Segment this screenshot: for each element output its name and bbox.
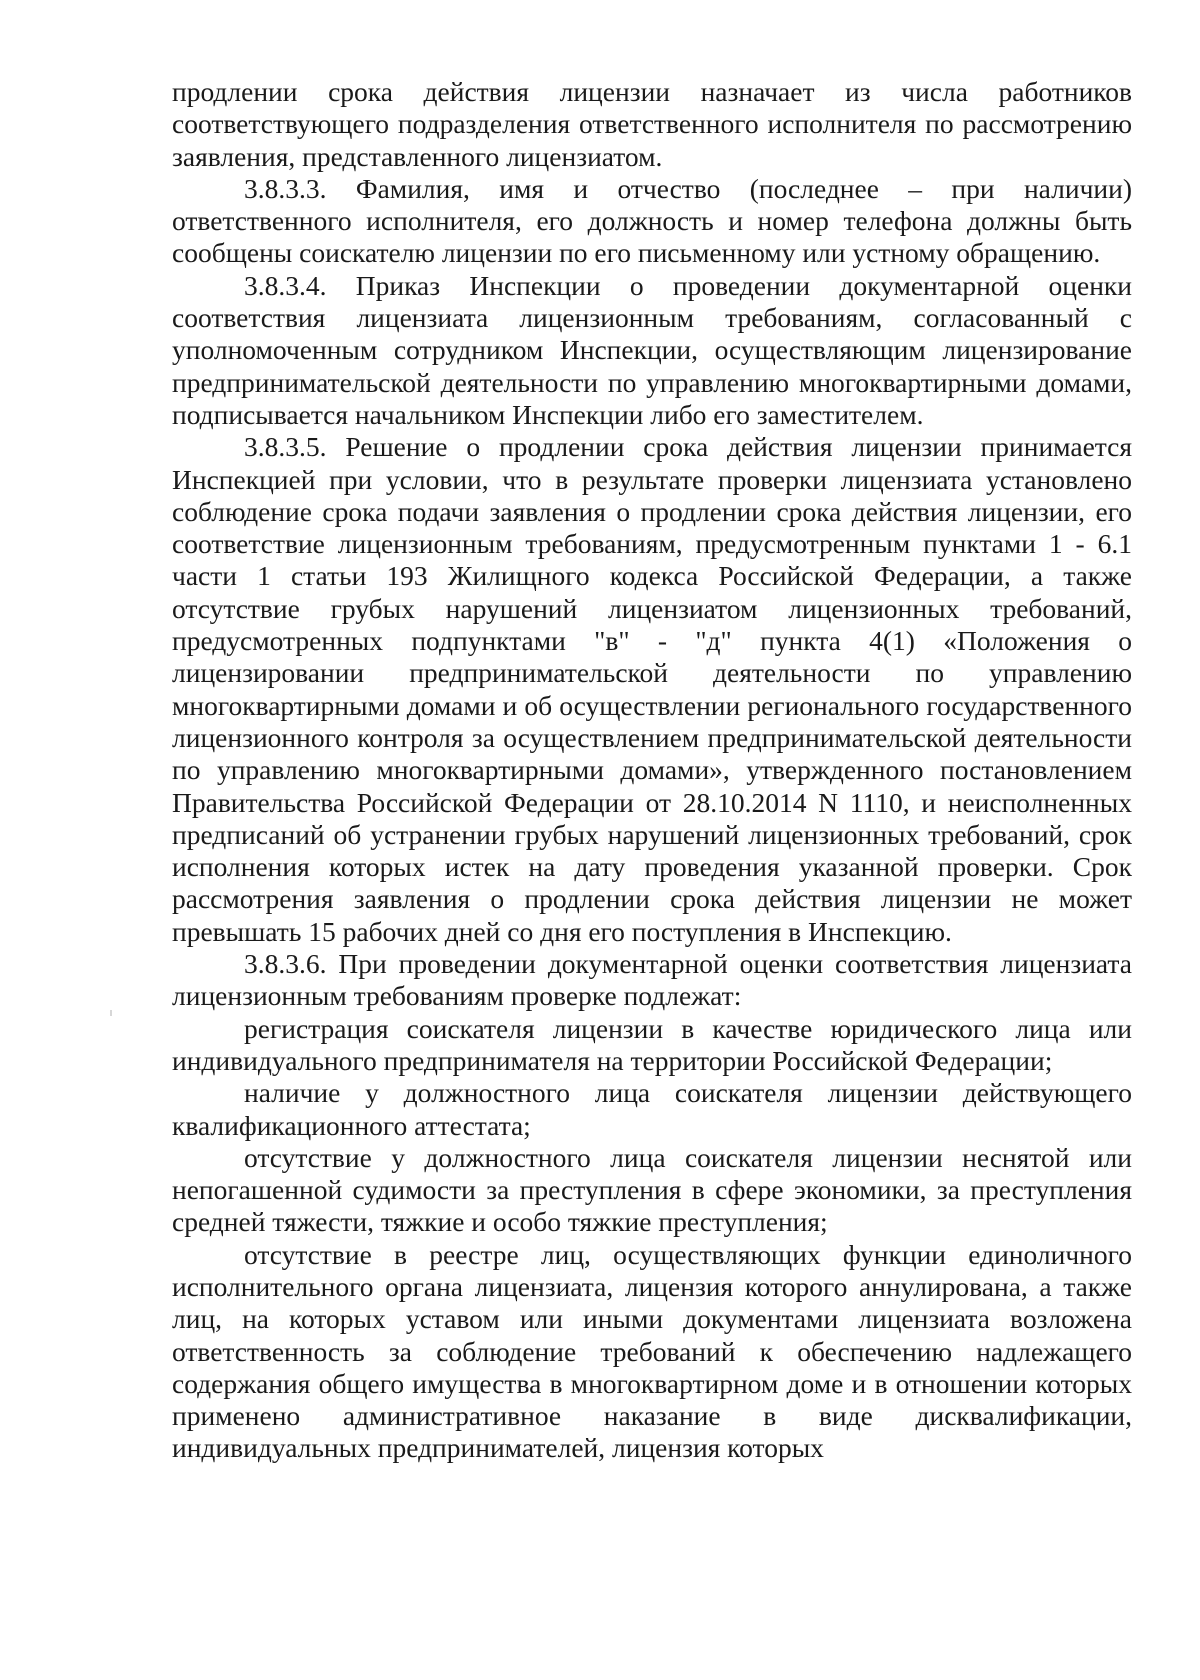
- list-item-registration: регистрация соискателя лицензии в качестве юридического лица или индивидуального предпринимателя на территории Российской Федерации;: [172, 1012, 1132, 1076]
- paragraph-continuation: продлении срока действия лицензии назначает из числа работников соответствующего подразделения ответственного исполнителя по рассмотрению заявления, представленного лицензиатом.: [172, 76, 1132, 172]
- paragraph-3-8-3-6: 3.8.3.6. При проведении документарной оценки соответствия лицензиата лицензионным требованиям проверке подлежат:: [172, 948, 1132, 1012]
- scan-speck: [110, 1010, 112, 1016]
- paragraph-3-8-3-4: 3.8.3.4. Приказ Инспекции о проведении документарной оценки соответствия лицензиата лицензионным требованиям, согласованный с уполномоченным сотрудником Инспекции, осуществляющим лицензирование предпринимательской деятельности по управлению многоквартирными домами, подписывается начальником Инспекции либо его заместителем.: [172, 269, 1132, 430]
- list-item-registry: отсутствие в реестре лиц, осуществляющих функции единоличного исполнительного органа лицензиата, лицензия которого аннулирована, а также лиц, на которых уставом или иными документами лицензиата возложена ответственность за соблюдение требований к обеспечению надлежащего содержания общего имущества в многоквартирном доме и в отношении которых применено административное наказание в виде дисквалификации, индивидуальных предпринимателей, лицензия которых: [172, 1238, 1132, 1464]
- document-body: [172, 76, 1132, 1465]
- paragraph-3-8-3-3: 3.8.3.3. Фамилия, имя и отчество (последнее – при наличии) ответственного исполнителя, его должность и номер телефона должны быть сообщены соискателю лицензии по его письменному или устному обращению.: [172, 172, 1132, 269]
- list-item-attestat: наличие у должностного лица соискателя лицензии действующего квалификационного аттестата;: [172, 1077, 1132, 1141]
- paragraph-3-8-3-5: 3.8.3.5. Решение о продлении срока действия лицензии принимается Инспекцией при условии, что в результате проверки лицензиата установлено соблюдение срока подачи заявления о продлении срока действия лицензии, его соответствие лицензионным требованиям, предусмотренным пунктами 1 - 6.1 части 1 статьи 193 Жилищного кодекса Российской Федерации, а также отсутствие грубых нарушений лицензиатом лицензионных требований, предусмотренных подпунктами "в" - "д" пункта 4(1) «Положения о лицензировании предпринимательской деятельности по управлению многоквартирными домами и об осуществлении регионального государственного лицензионного контроля за осуществлением предпринимательской деятельности по управлению многоквартирными домами», утвержденного постановлением Правительства Российской Федерации от 28.10.2014 N 1110, и неисполненных предписаний об устранении грубых нарушений лицензионных требований, срок исполнения которых истек на дату проведения указанной проверки. Срок рассмотрения заявления о продлении срока действия лицензии не может превышать 15 рабочих дней со дня его поступления в Инспекцию.: [172, 431, 1132, 947]
- list-item-criminal-record: отсутствие у должностного лица соискателя лицензии неснятой или непогашенной судимости за преступления в сфере экономики, за преступления средней тяжести, тяжкие и особо тяжкие преступления;: [172, 1141, 1132, 1238]
